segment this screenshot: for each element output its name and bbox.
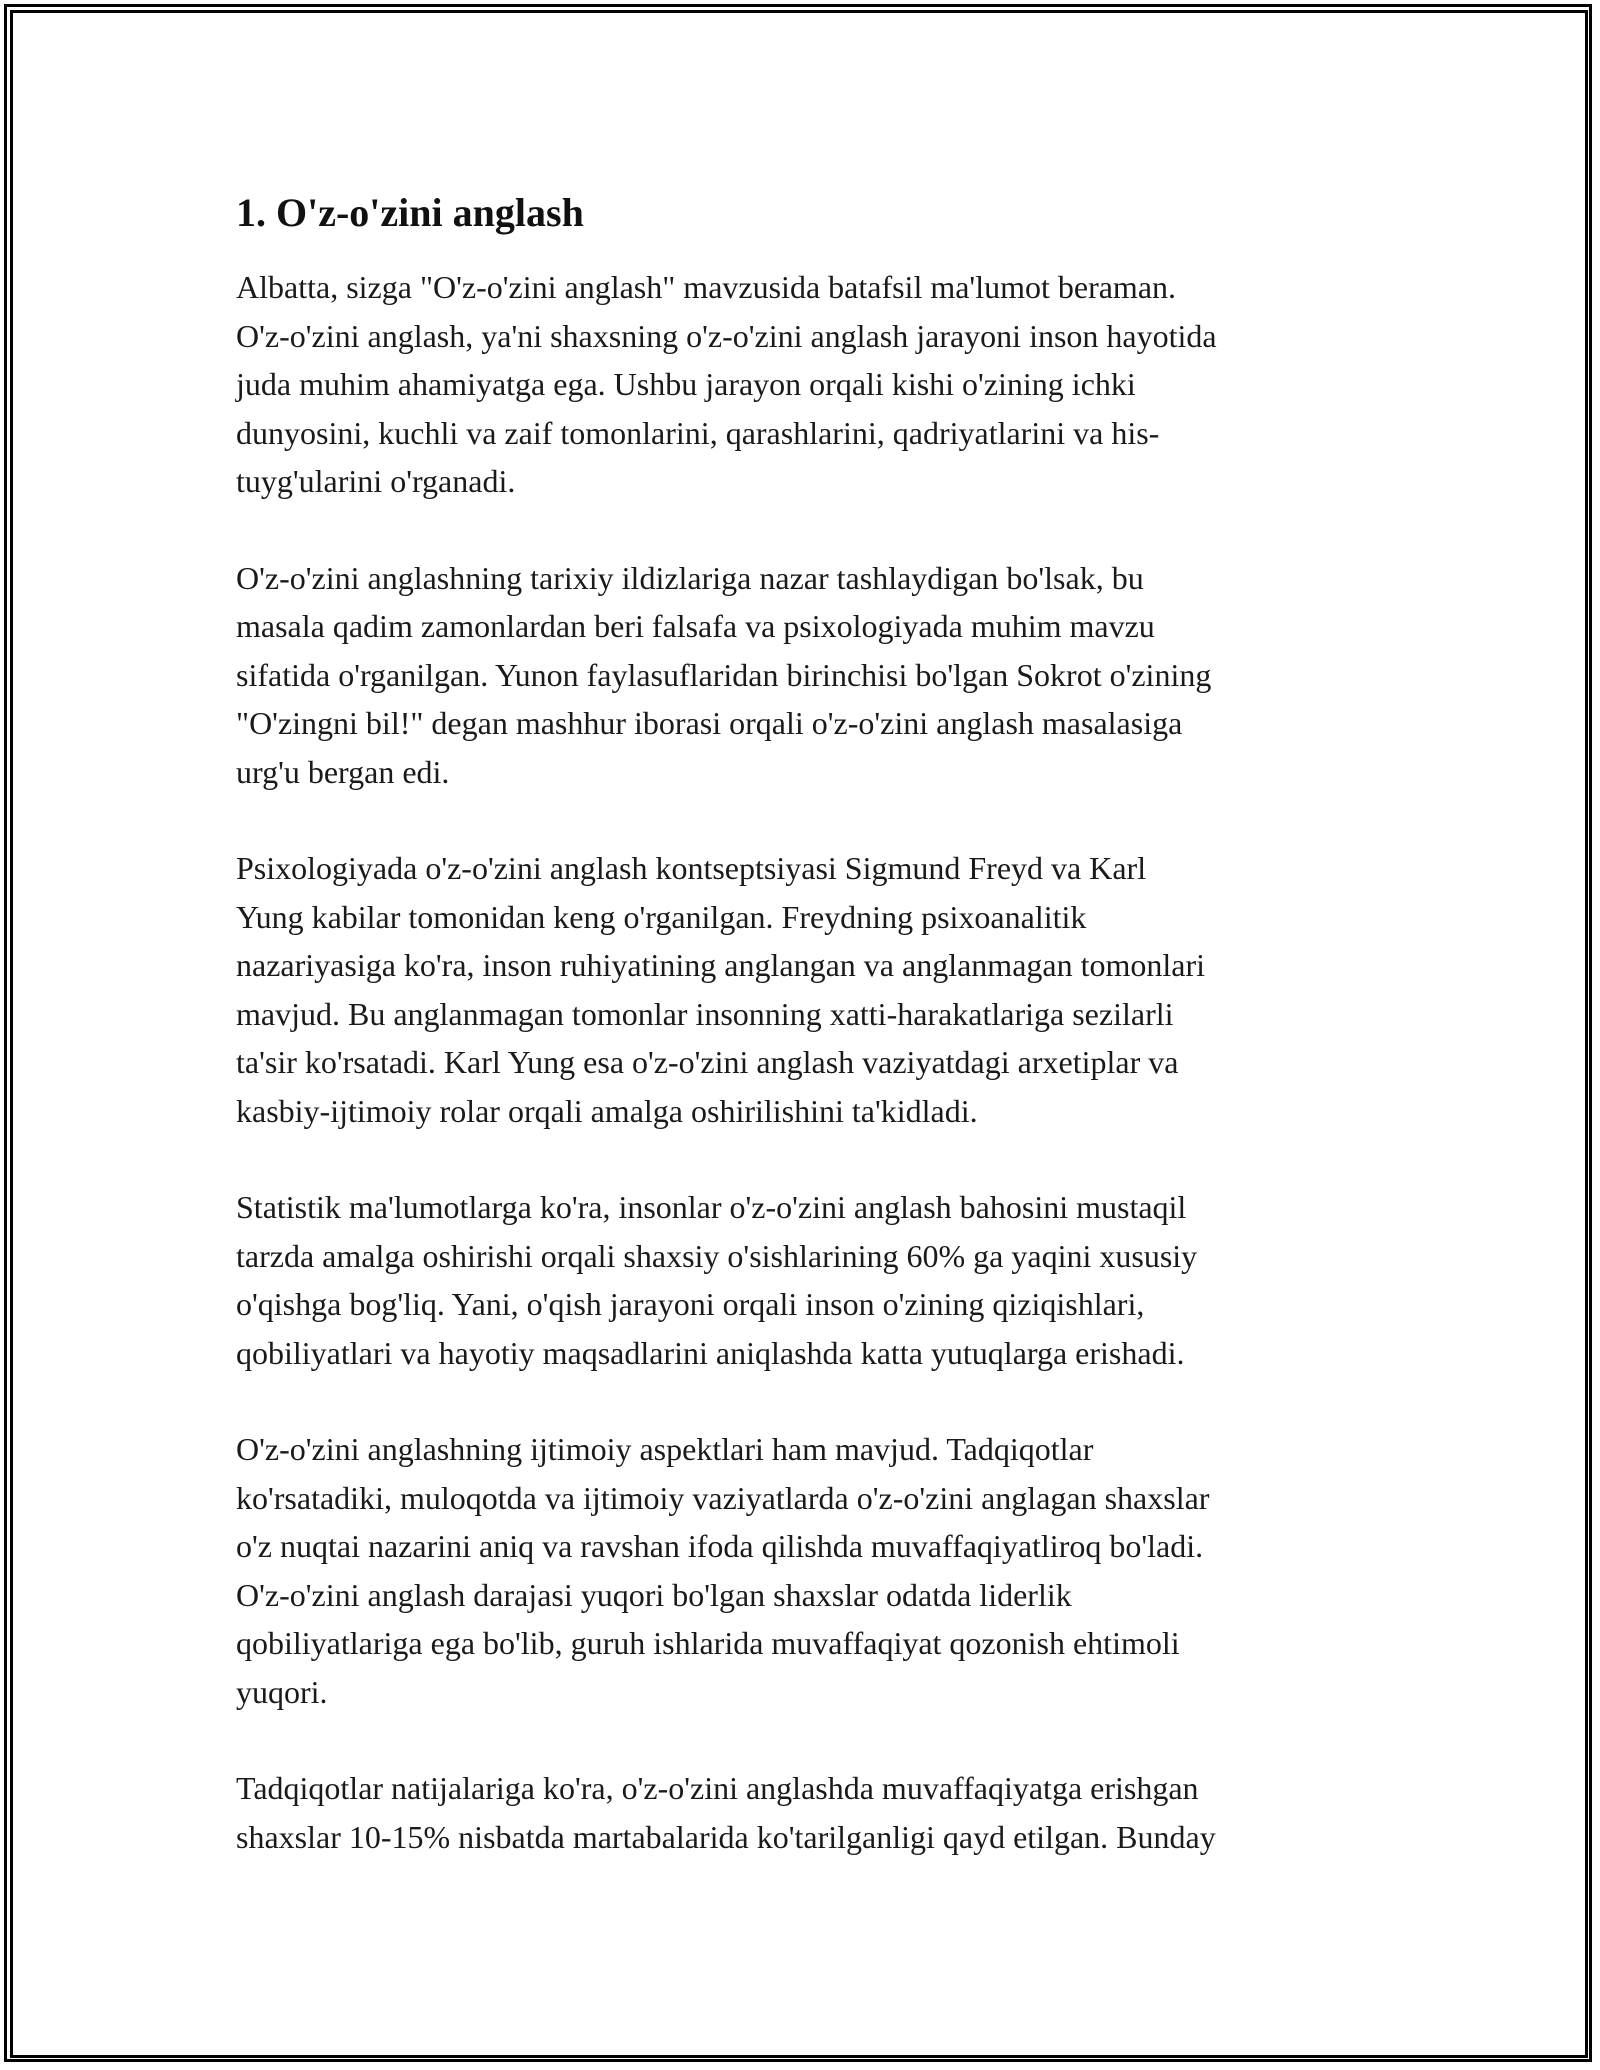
paragraph-6: Tadqiqotlar natijalariga ko'ra, o'z-o'zini anglashda muvaffaqiyatga erishgan shaxslar 10-15% nisbatda martabalarida ko'tarilganligi qayd etilgan. Bunday bbox=[236, 1770, 1216, 1855]
paragraph-2: O'z-o'zini anglashning tarixiy ildizlariga nazar tashlaydigan bo'lsak, bu masala qadim zamonlardan beri falsafa va psixologiyada muhim mavzu sifatida o'rganilgan. Yunon faylasuflaridan birinchisi bo'lgan Sokrot o'zining "O'zingni bil!" degan mashhur iborasi orqali o'z-o'zini anglash masalasiga urg'u bergan edi. bbox=[236, 559, 1212, 790]
paragraph-3: Psixologiyada o'z-o'zini anglash kontseptsiyasi Sigmund Freyd va Karl Yung kabilar tomonidan keng o'rganilgan. Freydning psixoanalitik nazariyasiga ko'ra, inson ruhiyatining anglangan va anglanmagan tomonlari mavjud. Bu anglanmagan tomonlar insonning xatti-harakatlariga sezilarli ta'sir ko'rsatadi. Karl Yung esa o'z-o'zini anglash vaziyatdagi arxetiplar va kasbiy-ijtimoiy rolar orqali amalga oshirilishini ta'kidladi. bbox=[236, 850, 1206, 1129]
document-body bbox=[236, 185, 1364, 1909]
paragraph-1: Albatta, sizga "O'z-o'zini anglash" mavzusida batafsil ma'lumot beraman. O'z-o'zini anglash, ya'ni shaxsning o'z-o'zini anglash jarayoni inson hayotida juda muhim ahamiyatga ega. Ushbu jarayon orqali kishi o'zining ichki dunyosini, kuchli va zaif tomonlarini, qarashlarini, qadriyatlarini va his- tuyg'ularini o'rganadi. bbox=[236, 269, 1217, 499]
paragraph-4: Statistik ma'lumotlarga ko'ra, insonlar o'z-o'zini anglash bahosini mustaqil tarzda amalga oshirishi orqali shaxsiy o'sishlarining 60% ga yaqini xususiy o'qishga bog'liq. Yani, o'qish jarayoni orqali inson o'zining qiziqishlari, qobiliyatlari va hayotiy maqsadlarini aniqlashda katta yutuqlarga erishadi. bbox=[236, 1189, 1198, 1371]
section-title: 1. O'z-o'zini anglash bbox=[236, 190, 584, 235]
paragraph-5: O'z-o'zini anglashning ijtimoiy aspektlari ham mavjud. Tadqiqotlar ko'rsatadiki, muloqotda va ijtimoiy vaziyatlarda o'z-o'zini anglagan shaxslar o'z nuqtai nazarini aniq va ravshan ifoda qilishda muvaffaqiyatliroq bo'ladi. O'z-o'zini anglash darajasi yuqori bo'lgan shaxslar odatda liderlik qobiliyatlariga ega bo'lib, guruh ishlarida muvaffaqiyat qozonish ehtimoli yuqori. bbox=[236, 1431, 1210, 1710]
